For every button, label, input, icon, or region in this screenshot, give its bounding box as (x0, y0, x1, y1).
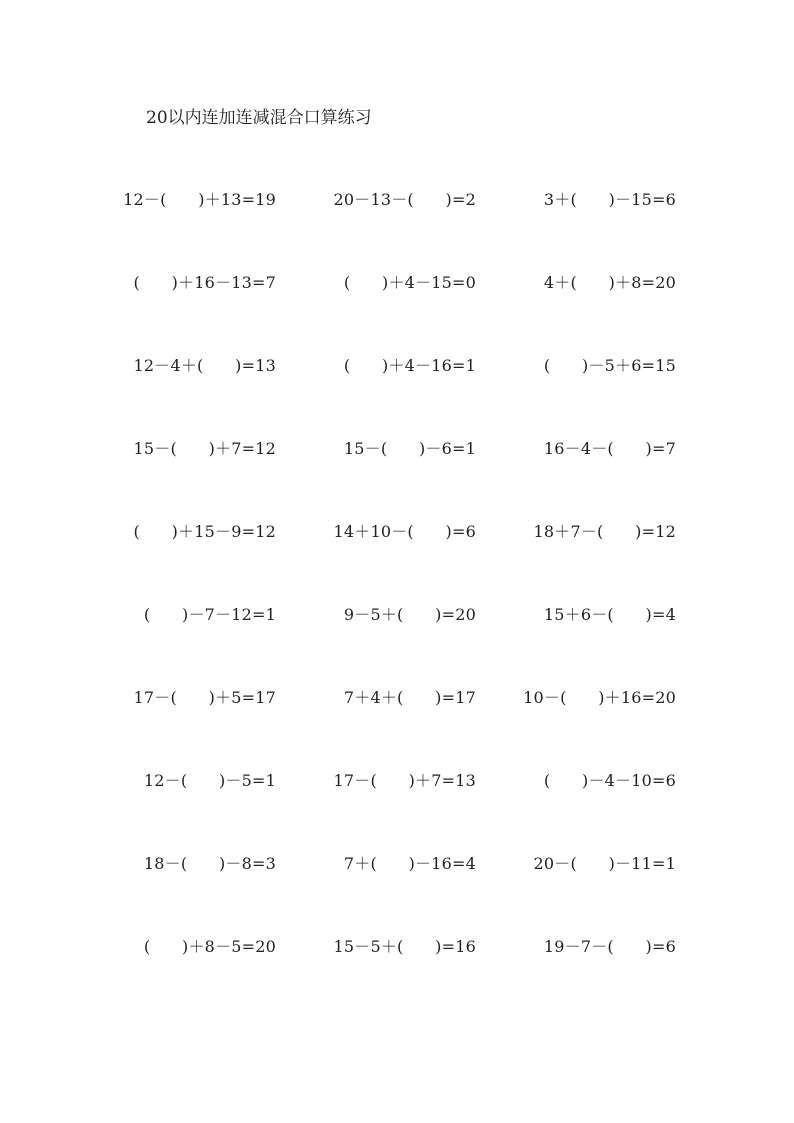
problem-item: 7＋4＋( )=17 (343, 688, 476, 707)
problem-item: 20－( )－11=1 (533, 854, 676, 873)
problem-item: 17－( )＋7=13 (333, 771, 476, 790)
problem-item: ( )＋15－9=12 (133, 522, 276, 541)
problem-item: 10－( )＋16=20 (523, 688, 676, 707)
problem-row (80, 684, 700, 767)
problem-row (80, 269, 700, 352)
problem-item: 12－( )－5=1 (143, 771, 276, 790)
problem-item: 15－( )－6=1 (343, 439, 476, 458)
problem-row (80, 850, 700, 933)
problem-item: 14＋10－( )=6 (333, 522, 476, 541)
problem-item: 4＋( )＋8=20 (543, 273, 676, 292)
problem-item: ( )＋16－13=7 (133, 273, 276, 292)
problem-grid (80, 186, 700, 1016)
problem-item: 17－( )＋5=17 (133, 688, 276, 707)
problem-item: ( )－4－10=6 (543, 771, 676, 790)
problem-row (80, 601, 700, 684)
problem-item: 16－4－( )=7 (543, 439, 676, 458)
problem-row (80, 352, 700, 435)
problem-item: 3＋( )－15=6 (543, 190, 676, 209)
problem-item: ( )－7－12=1 (143, 605, 276, 624)
problem-item: 15－( )＋7=12 (133, 439, 276, 458)
problem-item: 15－5＋( )=16 (333, 937, 476, 956)
problem-item: 7＋( )－16=4 (343, 854, 476, 873)
problem-row (80, 767, 700, 850)
problem-item: 18＋7－( )=12 (533, 522, 676, 541)
problem-row (80, 435, 700, 518)
problem-item: 18－( )－8=3 (143, 854, 276, 873)
worksheet-title: 20以内连加连减混合口算练习 (146, 108, 372, 128)
problem-item: ( )＋4－15=0 (343, 273, 476, 292)
problem-item: 9－5＋( )=20 (343, 605, 476, 624)
problem-item: 12－4＋( )=13 (133, 356, 276, 375)
problem-row (80, 518, 700, 601)
problem-item: 20－13－( )=2 (333, 190, 476, 209)
problem-row (80, 933, 700, 1016)
problem-item: ( )＋4－16=1 (343, 356, 476, 375)
problem-item: 12－( )＋13=19 (123, 190, 276, 209)
problem-item: ( )＋8－5=20 (143, 937, 276, 956)
problem-row (80, 186, 700, 269)
problem-item: ( )－5＋6=15 (543, 356, 676, 375)
problem-item: 19－7－( )=6 (543, 937, 676, 956)
problem-item: 15＋6－( )=4 (543, 605, 676, 624)
